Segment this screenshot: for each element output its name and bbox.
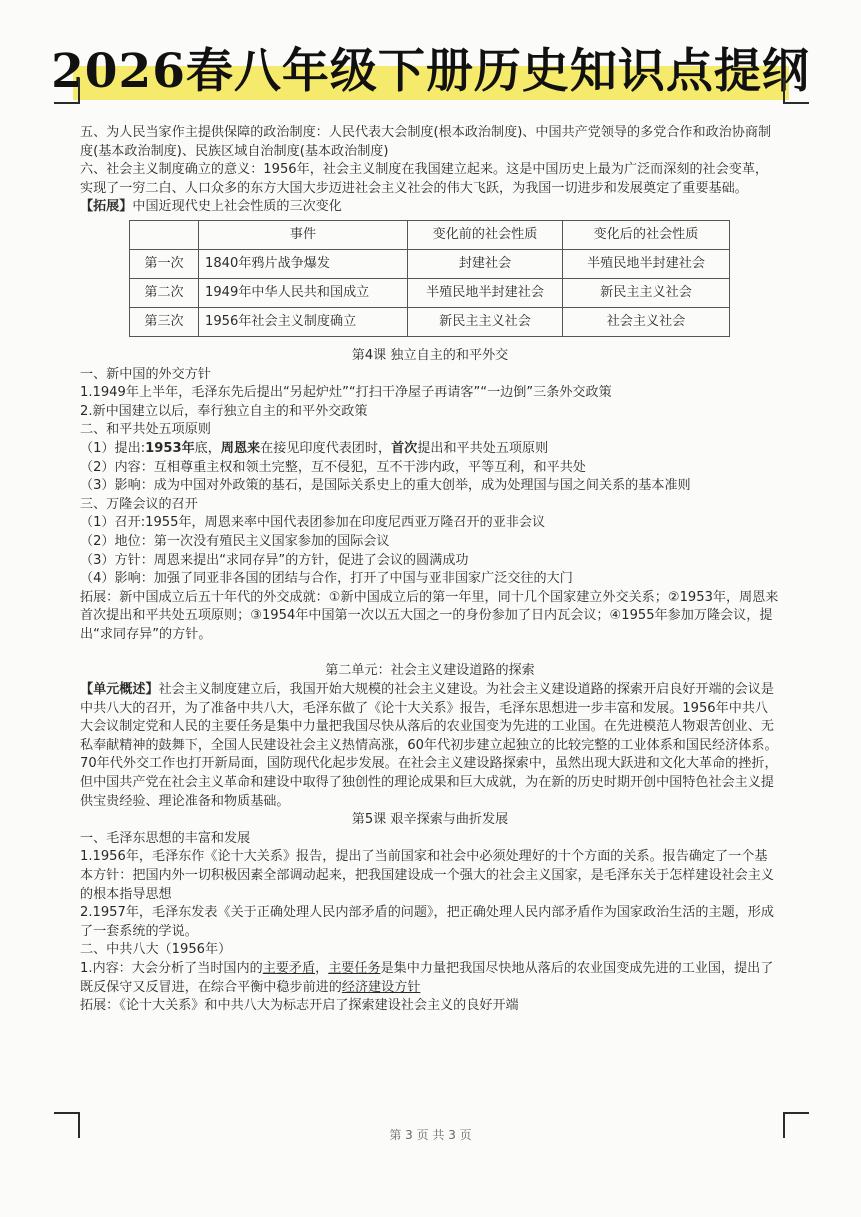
lesson4-extension: 拓展：新中国成立后五十年代的外交成就：①新中国成立后的第一年里，同十几个国家建立外交关系；②1953年，周恩来首次提出和平共处五项原则；③1954年中国第一次以五大国之一的身份参加了日内瓦会议；④1955年参加万隆会议，提出“求同存异”的方针。 — [80, 589, 779, 642]
lesson4-item: 1.1949年上半年，毛泽东先后提出“另起炉灶”“打扫干净屋子再请客”“一边倒”三条外交政策 — [80, 385, 612, 401]
bold-first: 首次 — [391, 440, 418, 456]
table-row — [130, 278, 730, 307]
lesson5-congress-content — [80, 960, 780, 997]
bold-person: 周恩来 — [220, 440, 261, 456]
spacer — [80, 644, 780, 662]
lesson4-item: （2）内容：互相尊重主权和领土完整，互不侵犯，互不干涉内政，平等互利，和平共处 — [80, 459, 586, 475]
lesson4-item: 2.新中国建立以后，奉行独立自主的和平外交政策 — [80, 403, 368, 419]
page-title: 2026春八年级下册历史知识点提纲 — [51, 44, 810, 99]
lesson5-item: 2.1957年，毛泽东发表《关于正确处理人民内部矛盾的问题》，把正确处理人民内部矛盾作为国家政治生活的主题，形成了一套系统的学说。 — [80, 905, 774, 939]
table-row — [130, 307, 730, 336]
extension-note — [80, 198, 780, 217]
page-footer: 第 3 页 共 3 页 — [389, 1128, 472, 1142]
lesson4-heading-3: 三、万隆会议的召开 — [80, 496, 198, 512]
extension-label: 【拓展】 — [80, 199, 133, 215]
table-header-cell: 变化前的社会性质 — [408, 220, 563, 249]
unit2-overview-label: 【单元概述】 — [80, 682, 159, 698]
text-run: ， — [315, 960, 329, 976]
table-cell: 1840年鸦片战争爆发 — [199, 249, 408, 278]
table-cell: 半殖民地半封建社会 — [563, 249, 730, 278]
lesson5-heading-1: 一、毛泽东思想的丰富和发展 — [80, 830, 251, 846]
table-cell: 新民主主义社会 — [563, 278, 730, 307]
table-cell: 1949年中华人民共和国成立 — [199, 278, 408, 307]
political-system-paragraph: 五、为人民当家作主提供保障的政治制度：人民代表大会制度(根本政治制度)、中国共产党领导的多党合作和政治协商制度(基本政治制度)、民族区域自治制度(基本政治制度) — [80, 125, 772, 159]
socialism-significance-paragraph: 六、社会主义制度确立的意义：1956年，社会主义制度在我国建立起来。这是中国历史上最为广泛而深刻的社会变革，实现了一穷二白、人口众多的东方大国大步迈进社会主义社会的伟大飞跃，为我国一切进步和发展奠定了重要基础。 — [80, 162, 769, 196]
underlined-term: 主要任务 — [328, 960, 381, 976]
corner-mark-top-left — [54, 78, 80, 104]
table-cell: 社会主义社会 — [563, 307, 730, 336]
lesson4-principle-proposal — [80, 440, 780, 459]
lesson4-title: 第4课 独立自主的和平外交 — [351, 347, 509, 363]
corner-mark-top-right — [783, 78, 809, 104]
text-run: 在接见印度代表团时， — [260, 440, 392, 456]
text-run: 是集中力量把我国尽快地从落后的农业国变成先进的工业国，提出了既反保守又反冒进，在综合平衡中稳步前进的 — [80, 960, 774, 995]
lesson5-extension: 拓展：《论十大关系》和中共八大为标志开启了探索建设社会主义的良好开端 — [80, 998, 519, 1014]
text-run: 底， — [194, 440, 221, 456]
table-header-cell: 变化后的社会性质 — [563, 220, 730, 249]
table-header-row — [130, 220, 730, 249]
social-nature-table — [129, 220, 730, 337]
unit2-title: 第二单元：社会主义建设道路的探索 — [325, 663, 535, 679]
lesson4-item: （3）方针：周恩来提出“求同存异”的方针，促进了会议的圆满成功 — [80, 552, 469, 568]
unit2-overview-text: 社会主义制度建立后，我国开始大规模的社会主义建设。为社会主义建设道路的探索开启良好开端的会议是中共八大的召开，为了准备中共八大，毛泽东做了《论十大关系》报告，毛泽东思想进一步丰富和发展。1956年中共八大会议制定党和人民的主要任务是集中力量把我国尽快从落后的农业国变为先进的工业国。在先进模范人物艰苦创业、无私奉献精神的鼓舞下，全国人民建设社会主义热情高涨，60年代初步建立起独立的比较完整的工业体系和国民经济体系。70年代外交工作也打开新局面，国防现代化起步发展。在社会主义建设路探索中，虽然出现大跃进和文化大革命的挫折，但中国共产党在社会主义革命和建设中取得了独创性的理论成果和巨大成就，为在新的历史时期开创中国特色社会主义提供宝贵经验、理论准备和物质基础。 — [80, 682, 778, 809]
table-cell: 第二次 — [130, 278, 199, 307]
lesson4-item: （2）地位：第一次没有殖民主义国家参加的国际会议 — [80, 533, 390, 549]
unit2-overview — [80, 681, 780, 811]
bold-year: 1953年 — [145, 440, 195, 456]
text-run: 提出和平共处五项原则 — [417, 440, 549, 456]
underlined-term: 主要矛盾 — [262, 960, 316, 976]
lesson4-heading-1: 一、新中国的外交方针 — [80, 366, 211, 382]
lesson5-item: 1.1956年，毛泽东作《论十大关系》报告，提出了当前国家和社会中必须处理好的十个方面的关系。报告确定了一个基本方针：把国内外一切积极因素全部调动起来，把我国建设成一个强大的社会主义国家，是毛泽东关于怎样建设社会主义的根本指导思想 — [80, 849, 774, 902]
table-cell: 第一次 — [130, 249, 199, 278]
table-cell: 新民主主义社会 — [408, 307, 563, 336]
text-run: （1）提出: — [80, 440, 146, 456]
table-header-cell: 事件 — [199, 220, 408, 249]
table-cell: 第三次 — [130, 307, 199, 336]
table-cell: 1956年社会主义制度确立 — [199, 307, 408, 336]
document-body — [80, 124, 780, 1016]
lesson4-heading-2: 二、和平共处五项原则 — [80, 422, 211, 438]
lesson4-item: （3）影响：成为中国对外政策的基石，是国际关系史上的重大创举，成为处理国与国之间关系的基本准则 — [80, 478, 691, 494]
extension-text: 中国近现代史上社会性质的三次变化 — [132, 199, 342, 215]
lesson4-item: （4）影响：加强了同亚非各国的团结与合作，打开了中国与亚非国家广泛交往的大门 — [80, 571, 573, 587]
lesson5-title: 第5课 艰辛探索与曲折发展 — [351, 812, 509, 828]
table-row — [130, 249, 730, 278]
table-cell: 封建社会 — [408, 249, 563, 278]
table-header-cell — [130, 220, 199, 249]
table-cell: 半殖民地半封建社会 — [408, 278, 563, 307]
underlined-term: 经济建设方针 — [341, 979, 421, 995]
lesson5-heading-2: 二、中共八大（1956年） — [80, 942, 232, 958]
text-run: 1.内容：大会分析了当时国内的 — [80, 960, 263, 976]
lesson4-item: （1）召开:1955年，周恩来率中国代表团参加在印度尼西亚万隆召开的亚非会议 — [80, 515, 546, 531]
